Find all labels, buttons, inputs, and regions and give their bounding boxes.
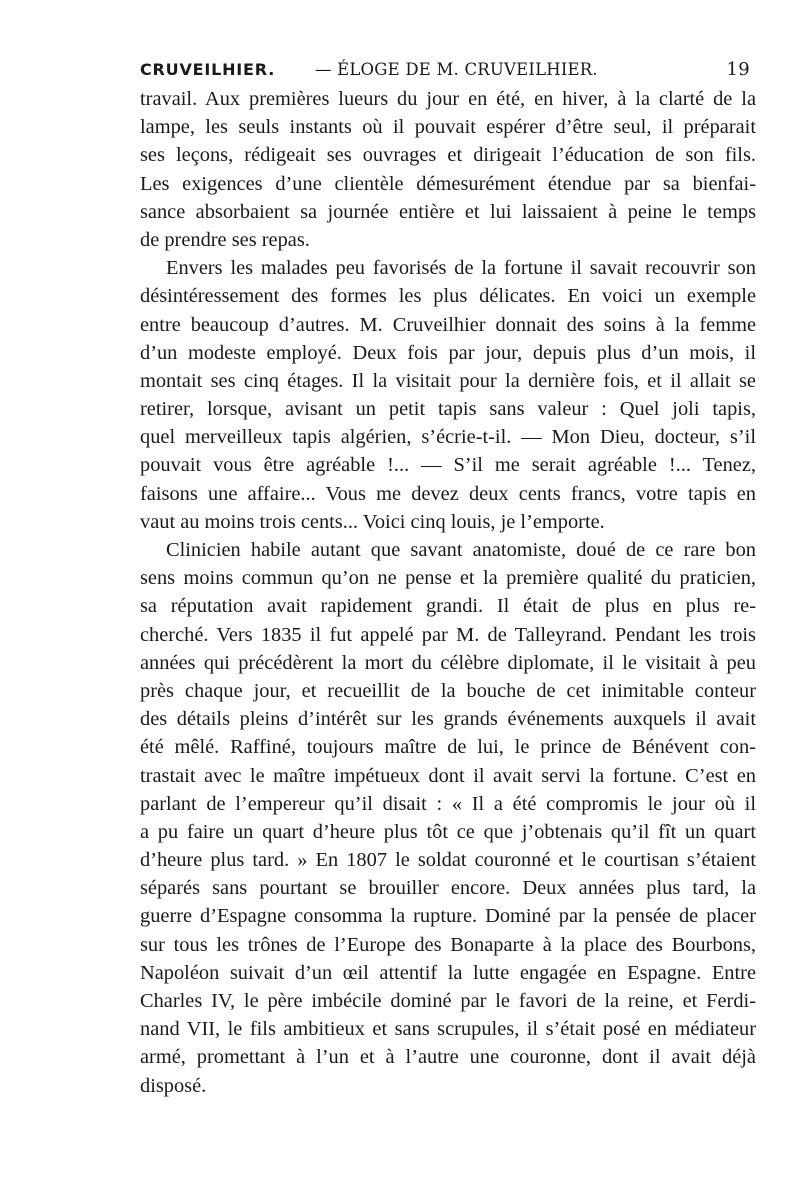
text-line: des détails pleins d’intérêt sur les grands événements auxquels il avait (140, 708, 756, 731)
running-head-name: CRUVEILHIER. (140, 60, 276, 79)
text-line: nand VII, le fils ambitieux et sans scrupules, il s’était posé en médiateur (140, 1018, 756, 1041)
text-line: ses leçons, rédigeait ses ouvrages et dirigeait l’éducation de son fils. (140, 144, 756, 167)
text-line: sance absorbaient sa journée entière et lui laissaient à peine le temps (140, 200, 756, 223)
text-line: sur tous les trônes de l’Europe des Bonaparte à la place des Bourbons, (140, 933, 756, 956)
text-line: quel merveilleux tapis algérien, s’écrie-t-il. — Mon Dieu, docteur, s’il (140, 426, 756, 449)
text-line: a pu faire un quart d’heure plus tôt ce que j’obtenais qu’il fît un quart (140, 820, 756, 843)
text-line: lampe, les seuls instants où il pouvait espérer d’être seul, il préparait (140, 116, 756, 139)
text-line: parlant de l’empereur qu’il disait : « Il a été compromis le jour où il (140, 792, 756, 815)
text-line: armé, promettant à l’un et à l’autre une couronne, dont il avait déjà (140, 1046, 756, 1069)
running-head (140, 58, 750, 82)
text-line: disposé. (140, 1074, 207, 1097)
text-line: d’heure plus tard. » En 1807 le soldat couronné et le courtisan s’étaient (140, 849, 756, 872)
running-head-title: — ÉLOGE DE M. CRUVEILHIER. (315, 60, 598, 79)
text-line: trastait avec le maître impétueux dont il avait servi la fortune. C’est en (140, 764, 756, 787)
text-line: été mêlé. Raffiné, toujours maître de lui, le prince de Bénévent con- (140, 736, 756, 759)
text-line: Envers les malades peu favorisés de la fortune il savait recouvrir son (166, 257, 756, 280)
text-line: sens moins commun qu’on ne pense et la première qualité du praticien, (140, 567, 756, 590)
text-line: guerre d’Espagne consomma la rupture. Dominé par la pensée de placer (140, 905, 756, 928)
text-line: Clinicien habile autant que savant anatomiste, doué de ce rare bon (166, 539, 756, 561)
text-line: de prendre ses repas. (140, 228, 310, 251)
text-line: séparés sans pourtant se brouiller encore. Deux années plus tard, la (140, 877, 756, 900)
text-line: années qui précédèrent la mort du célèbre diplomate, il le visitait à peu (140, 651, 756, 674)
body-text (140, 85, 756, 1100)
text-line: vaut au moins trois cents... Voici cinq louis, je l’emporte. (140, 510, 605, 533)
text-line: montait ses cinq étages. Il la visitait pour la dernière fois, et il allait se (140, 369, 756, 392)
text-line: retirer, lorsque, avisant un petit tapis sans valeur : Quel joli tapis, (140, 398, 756, 421)
text-line: faisons une affaire... Vous me devez deux cents francs, votre tapis en (140, 482, 756, 505)
text-line: Napoléon suivait d’un œil attentif la lutte engagée en Espagne. Entre (140, 961, 756, 984)
text-line: Les exigences d’une clientèle démesurément étendue par sa bienfai- (140, 172, 756, 195)
text-line: sa réputation avait rapidement grandi. Il était de plus en plus re- (140, 595, 756, 618)
text-line: entre beaucoup d’autres. M. Cruveilhier donnait des soins à la femme (140, 313, 756, 336)
text-line: pouvait vous être agréable !... — S’il me serait agréable !... Tenez, (140, 454, 756, 477)
page-number: 19 (726, 59, 750, 80)
text-line: travail. Aux premières lueurs du jour en été, en hiver, à la clarté de la (140, 88, 756, 110)
text-line: d’un modeste employé. Deux fois par jour, depuis plus d’un mois, il (140, 341, 756, 364)
text-line: près chaque jour, et recueillit de la bouche de cet inimitable conteur (140, 679, 756, 702)
text-line: Charles IV, le père imbécile dominé par le favori de la reine, et Ferdi- (140, 990, 756, 1012)
text-line: cherché. Vers 1835 il fut appelé par M. de Talleyrand. Pendant les trois (140, 623, 756, 646)
text-line: désintéressement des formes les plus délicates. En voici un exemple (140, 285, 756, 308)
